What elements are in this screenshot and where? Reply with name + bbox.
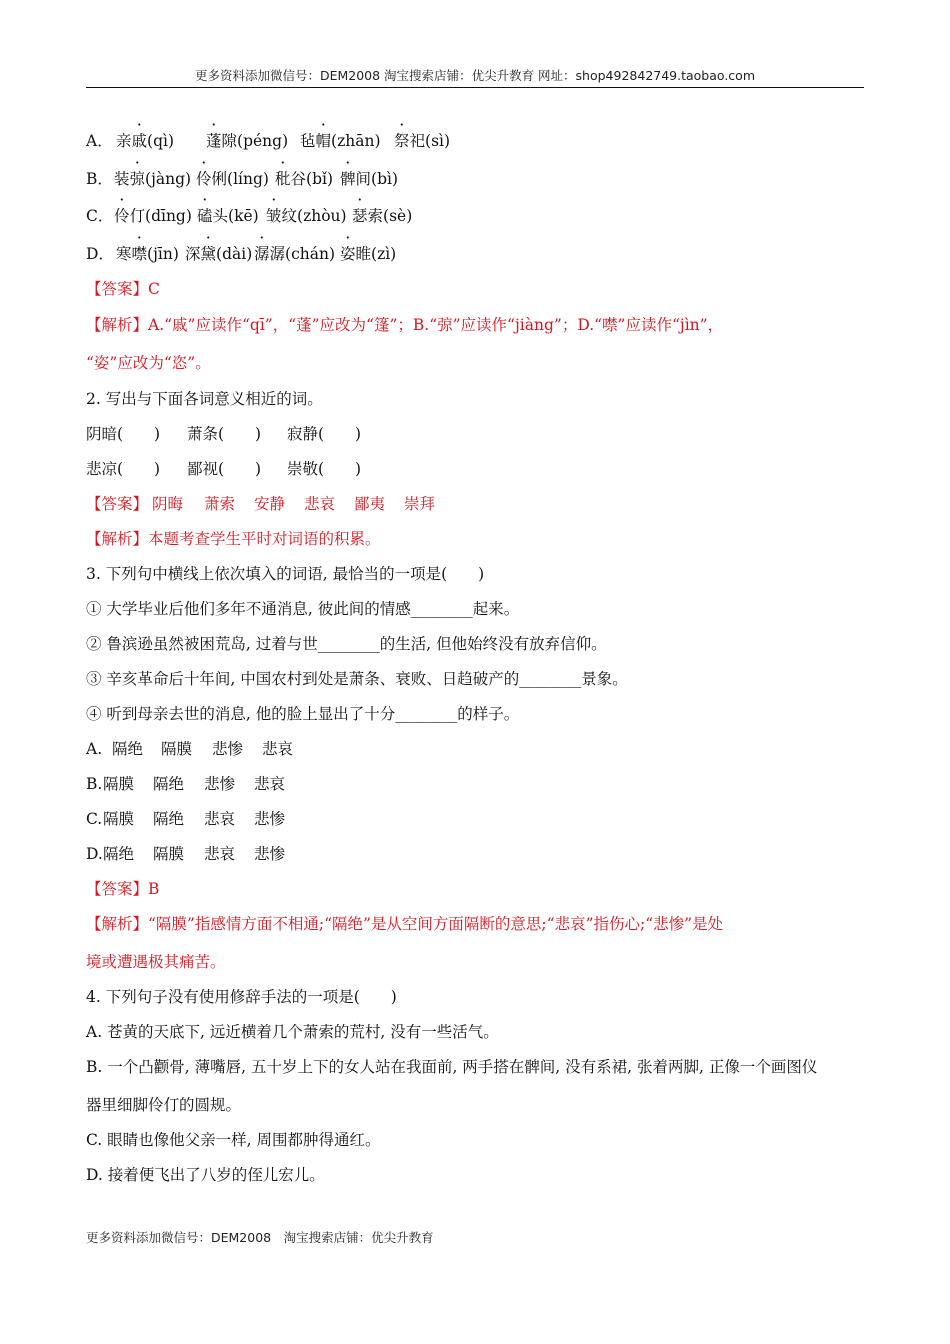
q1-d-item-4: 姿睢(zì) bbox=[340, 245, 397, 263]
q2-answer-1: 阴晦 bbox=[152, 495, 184, 513]
q1-a-item-2: 蓬隙(péng) bbox=[206, 132, 289, 150]
page-header: 更多资料添加微信号：DEM2008 淘宝搜索店铺：优尖升教育 网址：shop492842749.taobao.com bbox=[194, 68, 756, 83]
q1-option-b bbox=[86, 169, 398, 189]
q3-option-b: B. 隔膜 隔绝 悲惨 悲哀 bbox=[86, 775, 286, 793]
q2-blank-4: 悲凉( ) bbox=[86, 460, 161, 478]
q3-sentence-4: ④ 听到母亲去世的消息, 他的脸上显出了十分________的样子。 bbox=[86, 705, 520, 723]
q1-d-item-2: 深黛(dài) bbox=[185, 245, 253, 263]
option-label: D． bbox=[86, 245, 114, 263]
q1-c-item-1: 伶仃(dīng) bbox=[114, 207, 192, 225]
q2-answer-6: 崇拜 bbox=[404, 495, 436, 513]
q4-option-a: A. 苍黄的天底下, 远近横着几个萧索的荒村, 没有一些活气。 bbox=[86, 1023, 499, 1041]
q1-d-item-1: 寒噤(jīn) bbox=[116, 245, 179, 263]
q3-answer: 【答案】B bbox=[86, 880, 160, 898]
header-divider bbox=[86, 87, 864, 88]
page-footer: 更多资料添加微信号：DEM2008 淘宝搜索店铺：优尖升教育 bbox=[86, 1230, 434, 1245]
q1-a-item-4: 祭祀(sì) bbox=[394, 132, 451, 150]
q4-option-b-line-2: 器里细脚伶仃的圆规。 bbox=[86, 1096, 242, 1114]
q1-a-item-1: 亲戚(qì) bbox=[116, 132, 175, 150]
q1-d-item-3: 潺潺(chán) bbox=[254, 245, 335, 263]
q1-c-item-2: 磕头(kē) bbox=[197, 207, 259, 225]
q1-b-item-3: 秕谷(bǐ) bbox=[275, 170, 333, 188]
q1-b-item-1: 装弶(jàng) bbox=[114, 170, 192, 188]
q3-prompt: 3. 下列句中横线上依次填入的词语, 最恰当的一项是( ) bbox=[86, 565, 485, 583]
option-label: A． bbox=[86, 132, 113, 150]
q1-c-item-3: 皱纹(zhòu) bbox=[266, 207, 347, 225]
q4-option-d: D. 接着便飞出了八岁的侄儿宏儿。 bbox=[86, 1166, 325, 1184]
q1-answer: 【答案】C bbox=[86, 280, 160, 298]
q4-option-b-line-1: B. 一个凸颧骨, 薄嘴唇, 五十岁上下的女人站在我面前, 两手搭在髀间, 没有系裙, 张着两脚, 正像一个画图仪 bbox=[86, 1058, 818, 1076]
q1-analysis-line-2: “姿”应改为“恣”。 bbox=[86, 354, 211, 372]
q2-blank-5: 鄙视( ) bbox=[187, 460, 262, 478]
q4-prompt: 4. 下列句子没有使用修辞手法的一项是( ) bbox=[86, 988, 397, 1006]
q1-option-d bbox=[86, 244, 397, 264]
q2-answer-3: 安静 bbox=[254, 495, 286, 513]
q3-analysis-line-2: 境或遭遇极其痛苦。 bbox=[86, 953, 226, 971]
q3-option-c: C. 隔膜 隔绝 悲哀 悲惨 bbox=[86, 810, 286, 828]
q1-option-c bbox=[86, 206, 413, 226]
q1-analysis-line-1: 【解析】A.“戚”应读作“qī”，“蓬”应改为“篷”；B.“弶”应读作“jiàng”；D.“噤”应读作“jìn”， bbox=[86, 316, 724, 334]
q3-sentence-3: ③ 辛亥革命后十年间, 中国农村到处是萧条、衰败、日趋破产的________景象。 bbox=[86, 670, 628, 688]
q1-b-item-4: 髀间(bì) bbox=[340, 170, 398, 188]
q4-option-c: C. 眼睛也像他父亲一样, 周围都肿得通红。 bbox=[86, 1131, 381, 1149]
q1-a-item-3: 毡帽(zhān) bbox=[300, 132, 381, 150]
q2-answer-2: 萧索 bbox=[204, 495, 236, 513]
q3-option-a: A. 隔绝 隔膜 悲惨 悲哀 bbox=[86, 740, 294, 758]
option-label: B． bbox=[86, 170, 113, 188]
q1-c-item-4: 瑟索(sè) bbox=[352, 207, 413, 225]
q3-option-d: D. 隔绝 隔膜 悲哀 悲惨 bbox=[86, 845, 286, 863]
q2-blank-2: 萧条( ) bbox=[187, 425, 262, 443]
q3-analysis-line-1: 【解析】“隔膜”指感情方面不相通;“隔绝”是从空间方面隔断的意思;“悲哀”指伤心;“悲惨”是处 bbox=[86, 915, 724, 933]
q1-option-a bbox=[86, 131, 451, 151]
q1-b-item-2: 伶俐(líng) bbox=[196, 170, 269, 188]
q2-answer: 【答案】 阴晦 萧索 安静 悲哀 鄙夷 崇拜 bbox=[86, 495, 436, 513]
q2-blank-3: 寂静( ) bbox=[287, 425, 362, 443]
q2-prompt: 2. 写出与下面各词意义相近的词。 bbox=[86, 390, 323, 408]
option-label: C． bbox=[86, 207, 114, 225]
q2-analysis: 【解析】本题考查学生平时对词语的积累。 bbox=[86, 530, 381, 548]
q2-blank-1: 阴暗( ) bbox=[86, 425, 161, 443]
q3-sentence-1: ① 大学毕业后他们多年不通消息, 彼此间的情感________起来。 bbox=[86, 600, 520, 618]
q2-blank-6: 崇敬( ) bbox=[287, 460, 362, 478]
q3-sentence-2: ② 鲁滨逊虽然被困荒岛, 过着与世________的生活, 但他始终没有放弃信仰。 bbox=[86, 635, 607, 653]
q2-answer-4: 悲哀 bbox=[304, 495, 336, 513]
q2-answer-5: 鄙夷 bbox=[354, 495, 386, 513]
